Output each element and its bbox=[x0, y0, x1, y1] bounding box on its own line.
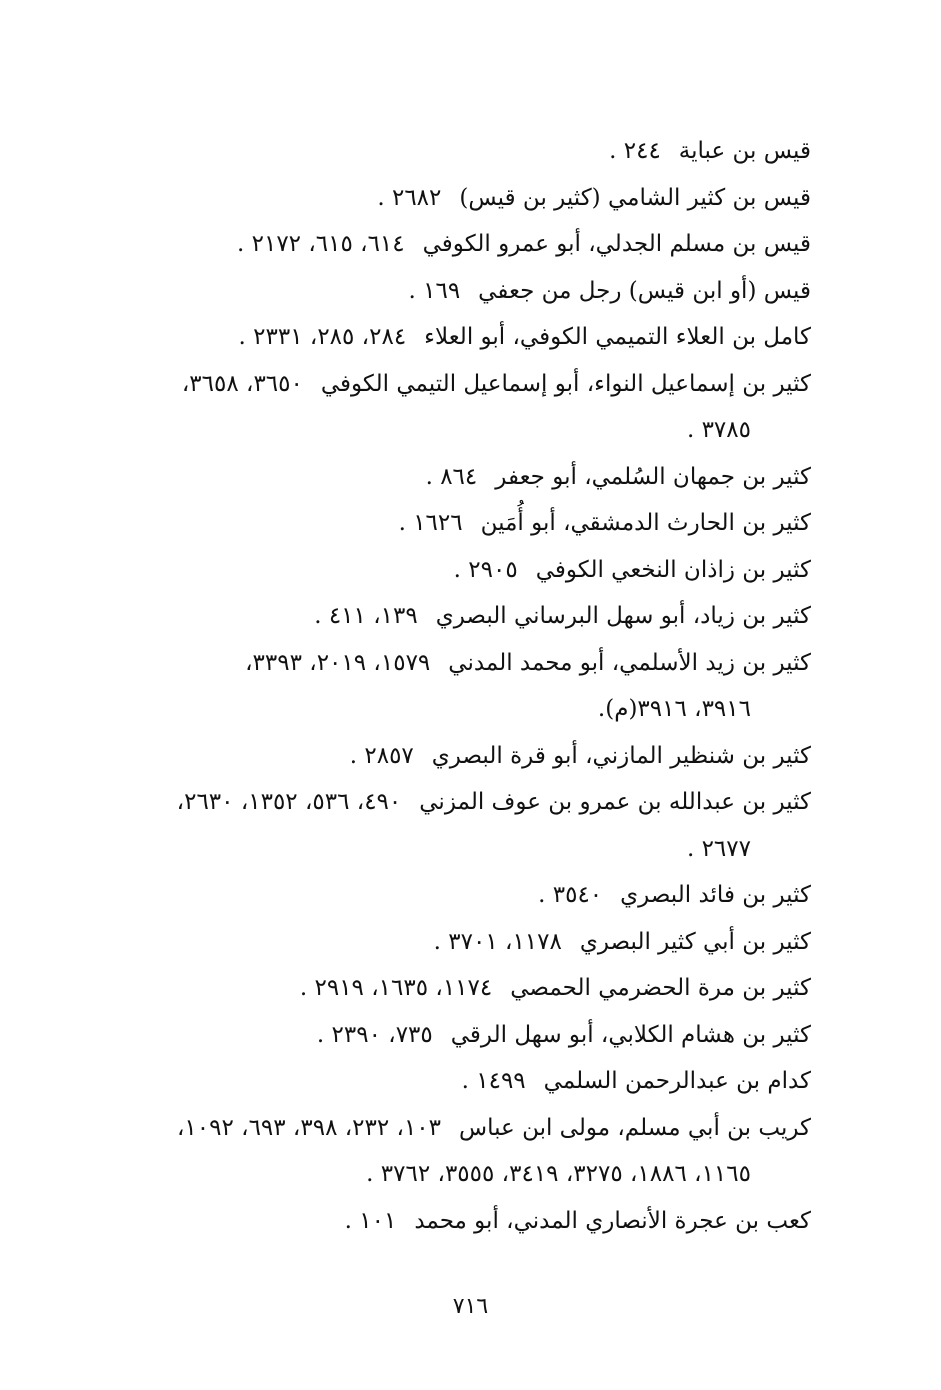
entry-refs: ١٣٩، ٤١١ . bbox=[314, 603, 418, 629]
entry-name: كثير بن جمهان السُلمي، أبو جعفر bbox=[495, 463, 811, 490]
entry-name: كثير بن هشام الكلابي، أبو سهل الرقي bbox=[450, 1021, 811, 1048]
entry-refs: ٨٦٤ . bbox=[425, 463, 478, 490]
index-entry bbox=[111, 779, 811, 872]
index-entry bbox=[111, 1012, 811, 1059]
entry-name: كثير بن إسماعيل النواء، أبو إسماعيل التيمي الكوفي bbox=[320, 370, 811, 397]
entry-name: قيس بن عباية bbox=[678, 138, 811, 164]
index-entry bbox=[111, 314, 811, 361]
entry-name: كعب بن عجرة الأنصاري المدني، أبو محمد bbox=[414, 1207, 811, 1234]
entry-refs: ٢٨٤، ٢٨٥، ٢٣٣١ . bbox=[238, 324, 407, 350]
entry-name: كثير بن الحارث الدمشقي، أبو أُمَين bbox=[480, 510, 811, 536]
entry-name: كثير بن شنظير المازني، أبو قرة البصري bbox=[431, 742, 811, 769]
entry-name: كثير بن فائد البصري bbox=[620, 882, 811, 908]
page-number: ٧١٦ bbox=[452, 1294, 489, 1319]
entry-refs: ١٤٩٩ . bbox=[461, 1068, 526, 1094]
entry-name: كثير بن زاذان النخعي الكوفي bbox=[535, 556, 811, 583]
index-entry bbox=[111, 872, 811, 919]
entry-refs: ٢٨٥٧ . bbox=[349, 742, 414, 769]
entry-name: كثير بن زياد، أبو سهل البرساني البصري bbox=[435, 603, 811, 629]
entry-refs: ١٠١ . bbox=[344, 1207, 397, 1234]
entry-name: كثير بن مرة الحضرمي الحمصي bbox=[510, 975, 811, 1001]
index-entry bbox=[111, 221, 811, 268]
entry-refs-continued: ٢٦٧٧ . bbox=[686, 835, 751, 862]
entry-refs: ١٥٧٩، ٢٠١٩، ٣٣٩٣، bbox=[245, 649, 431, 676]
index-entry bbox=[111, 919, 811, 966]
entry-name: كامل بن العلاء التميمي الكوفي، أبو العلاء bbox=[424, 324, 811, 350]
entry-refs-continued: ٣٩١٦، ٣٩١٦(م). bbox=[597, 696, 751, 722]
entry-refs: ٣٦٥٠، ٣٦٥٨، bbox=[181, 370, 303, 397]
entry-refs: ٧٣٥، ٢٣٩٠ . bbox=[316, 1021, 433, 1048]
entry-name: قيس بن مسلم الجدلي، أبو عمرو الكوفي bbox=[422, 231, 811, 257]
entry-refs: ١١٧٨، ٣٧٠١ . bbox=[433, 928, 562, 955]
entry-refs: ١٦٩ . bbox=[408, 277, 461, 304]
index-entry bbox=[111, 640, 811, 733]
entry-refs: ٦١٤، ٦١٥، ٢١٧٢ . bbox=[237, 231, 405, 257]
index-entry bbox=[111, 175, 811, 222]
entry-refs: ٢٦٨٢ . bbox=[377, 184, 442, 211]
index-entry bbox=[111, 1198, 811, 1245]
index-entries bbox=[111, 128, 811, 1244]
entry-refs: ١١٧٤، ١٦٣٥، ٢٩١٩ . bbox=[299, 975, 493, 1001]
index-entry bbox=[111, 593, 811, 640]
index-entry bbox=[111, 733, 811, 780]
entry-name: قيس (أو ابن قيس) رجل من جعفي bbox=[478, 277, 811, 304]
index-entry bbox=[111, 454, 811, 501]
entry-refs: ٣٥٤٠ . bbox=[538, 882, 603, 908]
entry-name: كريب بن أبي مسلم، مولى ابن عباس bbox=[459, 1114, 811, 1141]
entry-refs-continued: ١١٦٥، ١٨٨٦، ٣٢٧٥، ٣٤١٩، ٣٥٥٥، ٣٧٦٢ . bbox=[366, 1161, 751, 1187]
entry-refs: ١٠٣، ٢٣٢، ٣٩٨، ٦٩٣، ١٠٩٢، bbox=[176, 1114, 442, 1141]
index-entry bbox=[111, 500, 811, 547]
entry-name: كثير بن أبي كثير البصري bbox=[579, 928, 811, 955]
entry-name: كدام بن عبدالرحمن السلمي bbox=[543, 1068, 811, 1094]
entry-refs: ٢٩٠٥ . bbox=[453, 556, 518, 583]
entry-name: كثير بن زيد الأسلمي، أبو محمد المدني bbox=[448, 649, 811, 676]
index-entry bbox=[111, 547, 811, 594]
index-entry bbox=[111, 361, 811, 454]
index-entry bbox=[111, 1058, 811, 1105]
index-entry bbox=[111, 268, 811, 315]
entry-refs: ٤٩٠، ٥٣٦، ١٣٥٢، ٢٦٣٠، bbox=[176, 789, 402, 815]
index-entry bbox=[111, 1105, 811, 1198]
entry-name: كثير بن عبدالله بن عمرو بن عوف المزني bbox=[419, 789, 811, 815]
index-entry bbox=[111, 965, 811, 1012]
entry-refs: ٢٤٤ . bbox=[609, 138, 661, 164]
entry-refs-continued: ٣٧٨٥ . bbox=[686, 417, 751, 443]
entry-refs: ١٦٢٦ . bbox=[398, 510, 463, 536]
entry-name: قيس بن كثير الشامي (كثير بن قيس) bbox=[459, 184, 811, 211]
index-entry bbox=[111, 128, 811, 175]
